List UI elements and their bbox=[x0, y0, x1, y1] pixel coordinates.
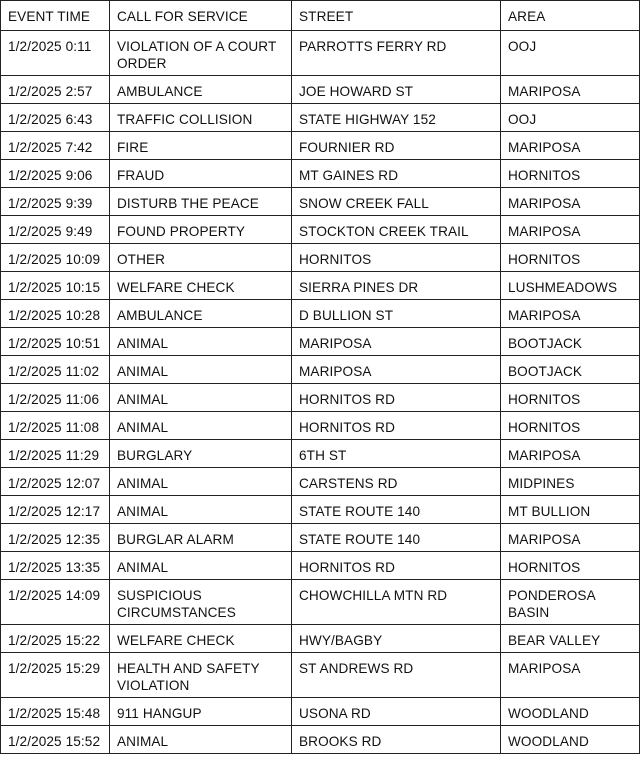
event-time-cell: 1/2/2025 2:57 bbox=[1, 76, 110, 104]
call-for-service-cell: ANIMAL bbox=[110, 328, 292, 356]
area-cell: MARIPOSA bbox=[501, 188, 640, 216]
call-for-service-cell: AMBULANCE bbox=[110, 76, 292, 104]
call-for-service-cell: VIOLATION OF A COURT ORDER bbox=[110, 31, 292, 76]
event-time-cell: 1/2/2025 11:08 bbox=[1, 412, 110, 440]
event-time-cell: 1/2/2025 15:52 bbox=[1, 726, 110, 754]
table-row bbox=[1, 440, 640, 468]
call-for-service-cell: 911 HANGUP bbox=[110, 698, 292, 726]
call-for-service-cell: BURGLAR ALARM bbox=[110, 524, 292, 552]
column-header-street: STREET bbox=[292, 1, 501, 31]
table-row bbox=[1, 552, 640, 580]
event-time-cell: 1/2/2025 15:29 bbox=[1, 653, 110, 698]
table-row bbox=[1, 300, 640, 328]
area-cell: HORNITOS bbox=[501, 552, 640, 580]
table-row bbox=[1, 726, 640, 754]
call-for-service-cell: ANIMAL bbox=[110, 496, 292, 524]
area-cell: WOODLAND bbox=[501, 698, 640, 726]
call-for-service-cell: FRAUD bbox=[110, 160, 292, 188]
area-cell: OOJ bbox=[501, 31, 640, 76]
street-cell: HORNITOS RD bbox=[292, 552, 501, 580]
call-for-service-cell: FIRE bbox=[110, 132, 292, 160]
event-time-cell: 1/2/2025 11:06 bbox=[1, 384, 110, 412]
event-time-cell: 1/2/2025 7:42 bbox=[1, 132, 110, 160]
area-cell: MARIPOSA bbox=[501, 524, 640, 552]
event-time-cell: 1/2/2025 12:17 bbox=[1, 496, 110, 524]
area-cell: MARIPOSA bbox=[501, 76, 640, 104]
street-cell: STATE ROUTE 140 bbox=[292, 496, 501, 524]
call-for-service-cell: AMBULANCE bbox=[110, 300, 292, 328]
table-row bbox=[1, 524, 640, 552]
table-row bbox=[1, 496, 640, 524]
street-cell: JOE HOWARD ST bbox=[292, 76, 501, 104]
street-cell: SNOW CREEK FALL bbox=[292, 188, 501, 216]
call-for-service-cell: ANIMAL bbox=[110, 384, 292, 412]
event-time-cell: 1/2/2025 10:51 bbox=[1, 328, 110, 356]
table-row bbox=[1, 272, 640, 300]
call-for-service-cell: ANIMAL bbox=[110, 356, 292, 384]
table-row bbox=[1, 468, 640, 496]
event-time-cell: 1/2/2025 0:11 bbox=[1, 31, 110, 76]
table-row bbox=[1, 31, 640, 76]
area-cell: MARIPOSA bbox=[501, 653, 640, 698]
column-header-call-for-service: CALL FOR SERVICE bbox=[110, 1, 292, 31]
call-for-service-cell: BURGLARY bbox=[110, 440, 292, 468]
table-row bbox=[1, 625, 640, 653]
table-row bbox=[1, 698, 640, 726]
call-for-service-cell: SUSPICIOUS CIRCUMSTANCES bbox=[110, 580, 292, 625]
table-row bbox=[1, 216, 640, 244]
event-time-cell: 1/2/2025 9:39 bbox=[1, 188, 110, 216]
street-cell: ST ANDREWS RD bbox=[292, 653, 501, 698]
call-for-service-cell: FOUND PROPERTY bbox=[110, 216, 292, 244]
event-time-cell: 1/2/2025 10:09 bbox=[1, 244, 110, 272]
area-cell: MT BULLION bbox=[501, 496, 640, 524]
area-cell: OOJ bbox=[501, 104, 640, 132]
street-cell: D BULLION ST bbox=[292, 300, 501, 328]
table-row bbox=[1, 244, 640, 272]
call-for-service-cell: OTHER bbox=[110, 244, 292, 272]
event-time-cell: 1/2/2025 11:02 bbox=[1, 356, 110, 384]
street-cell: HORNITOS RD bbox=[292, 412, 501, 440]
street-cell: STATE ROUTE 140 bbox=[292, 524, 501, 552]
street-cell: MT GAINES RD bbox=[292, 160, 501, 188]
area-cell: MARIPOSA bbox=[501, 300, 640, 328]
event-time-cell: 1/2/2025 10:15 bbox=[1, 272, 110, 300]
call-for-service-cell: HEALTH AND SAFETY VIOLATION bbox=[110, 653, 292, 698]
area-cell: MARIPOSA bbox=[501, 440, 640, 468]
area-cell: BEAR VALLEY bbox=[501, 625, 640, 653]
table-header-row bbox=[1, 1, 640, 31]
street-cell: FOURNIER RD bbox=[292, 132, 501, 160]
street-cell: STATE HIGHWAY 152 bbox=[292, 104, 501, 132]
table-row bbox=[1, 328, 640, 356]
call-for-service-cell: ANIMAL bbox=[110, 412, 292, 440]
table-row bbox=[1, 160, 640, 188]
table-row bbox=[1, 76, 640, 104]
area-cell: PONDEROSA BASIN bbox=[501, 580, 640, 625]
area-cell: WOODLAND bbox=[501, 726, 640, 754]
event-time-cell: 1/2/2025 12:35 bbox=[1, 524, 110, 552]
street-cell: MARIPOSA bbox=[292, 328, 501, 356]
event-time-cell: 1/2/2025 6:43 bbox=[1, 104, 110, 132]
area-cell: MIDPINES bbox=[501, 468, 640, 496]
table-row bbox=[1, 412, 640, 440]
table-row bbox=[1, 104, 640, 132]
event-time-cell: 1/2/2025 13:35 bbox=[1, 552, 110, 580]
event-time-cell: 1/2/2025 15:22 bbox=[1, 625, 110, 653]
call-for-service-cell: TRAFFIC COLLISION bbox=[110, 104, 292, 132]
street-cell: MARIPOSA bbox=[292, 356, 501, 384]
event-time-cell: 1/2/2025 10:28 bbox=[1, 300, 110, 328]
call-for-service-cell: WELFARE CHECK bbox=[110, 272, 292, 300]
event-time-cell: 1/2/2025 12:07 bbox=[1, 468, 110, 496]
call-for-service-cell: ANIMAL bbox=[110, 552, 292, 580]
street-cell: PARROTTS FERRY RD bbox=[292, 31, 501, 76]
event-time-cell: 1/2/2025 14:09 bbox=[1, 580, 110, 625]
call-for-service-cell: WELFARE CHECK bbox=[110, 625, 292, 653]
column-header-area: AREA bbox=[501, 1, 640, 31]
area-cell: HORNITOS bbox=[501, 160, 640, 188]
call-for-service-cell: DISTURB THE PEACE bbox=[110, 188, 292, 216]
table-row bbox=[1, 653, 640, 698]
street-cell: STOCKTON CREEK TRAIL bbox=[292, 216, 501, 244]
street-cell: CARSTENS RD bbox=[292, 468, 501, 496]
area-cell: MARIPOSA bbox=[501, 132, 640, 160]
area-cell: HORNITOS bbox=[501, 384, 640, 412]
street-cell: CHOWCHILLA MTN RD bbox=[292, 580, 501, 625]
area-cell: HORNITOS bbox=[501, 412, 640, 440]
event-time-cell: 1/2/2025 9:06 bbox=[1, 160, 110, 188]
table-row bbox=[1, 384, 640, 412]
table-row bbox=[1, 580, 640, 625]
call-for-service-cell: ANIMAL bbox=[110, 468, 292, 496]
event-time-cell: 1/2/2025 15:48 bbox=[1, 698, 110, 726]
table-row bbox=[1, 356, 640, 384]
street-cell: SIERRA PINES DR bbox=[292, 272, 501, 300]
street-cell: USONA RD bbox=[292, 698, 501, 726]
table-row bbox=[1, 132, 640, 160]
area-cell: LUSHMEADOWS bbox=[501, 272, 640, 300]
area-cell: HORNITOS bbox=[501, 244, 640, 272]
street-cell: 6TH ST bbox=[292, 440, 501, 468]
event-time-cell: 1/2/2025 9:49 bbox=[1, 216, 110, 244]
street-cell: HWY/BAGBY bbox=[292, 625, 501, 653]
street-cell: BROOKS RD bbox=[292, 726, 501, 754]
street-cell: HORNITOS bbox=[292, 244, 501, 272]
area-cell: BOOTJACK bbox=[501, 356, 640, 384]
area-cell: MARIPOSA bbox=[501, 216, 640, 244]
event-time-cell: 1/2/2025 11:29 bbox=[1, 440, 110, 468]
column-header-event-time: EVENT TIME bbox=[1, 1, 110, 31]
area-cell: BOOTJACK bbox=[501, 328, 640, 356]
table-row bbox=[1, 188, 640, 216]
call-for-service-cell: ANIMAL bbox=[110, 726, 292, 754]
street-cell: HORNITOS RD bbox=[292, 384, 501, 412]
